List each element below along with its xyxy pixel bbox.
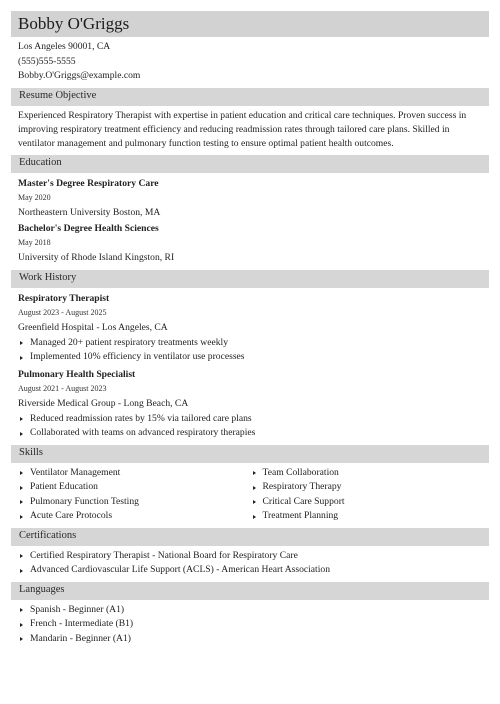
certifications-list — [18, 549, 483, 578]
list-item: Pulmonary Function Testing — [18, 495, 251, 510]
list-item: Implemented 10% efficiency in ventilator use processes — [18, 350, 483, 365]
list-item: Patient Education — [18, 480, 251, 495]
candidate-name: Bobby O'Griggs — [11, 11, 489, 37]
job-dates: August 2021 - August 2023 — [18, 383, 107, 393]
list-item: Critical Care Support — [251, 495, 484, 510]
employer: Riverside Medical Group - Long Beach, CA — [18, 397, 189, 409]
languages-list — [18, 603, 483, 647]
languages-heading: Languages — [11, 582, 489, 600]
work-entry — [18, 291, 483, 365]
list-item: Treatment Planning — [251, 509, 484, 524]
list-item: Advanced Cardiovascular Life Support (ACLS) - American Heart Association — [18, 563, 483, 578]
list-item: Collaborated with teams on advanced respiratory therapies — [18, 426, 483, 441]
certifications-heading: Certifications — [11, 528, 489, 546]
education-heading: Education — [11, 155, 489, 173]
degree-date: May 2020 — [18, 192, 51, 202]
work-list — [11, 291, 489, 441]
objective-heading: Resume Objective — [11, 88, 489, 106]
degree-date: May 2018 — [18, 237, 51, 247]
list-item: Ventilator Management — [18, 466, 251, 481]
list-item: Mandarin - Beginner (A1) — [18, 632, 483, 647]
email: Bobby.O'Griggs@example.com — [18, 70, 141, 81]
phone: (555)555-5555 — [18, 55, 76, 67]
objective-text: Experienced Respiratory Therapist with expertise in patient education and critical care techniques. Proven success in improving respiratory treatment efficiency and reducing readmission rates through tailored care plans. Skilled in ventilator management and pulmonary function testing to ensure optimal patient health outcomes. — [18, 109, 467, 149]
contact-info — [11, 40, 489, 84]
job-title: Pulmonary Health Specialist — [18, 368, 136, 380]
job-title: Respiratory Therapist — [18, 292, 110, 304]
education-list — [11, 176, 489, 266]
school: Northeastern University Boston, MA — [18, 206, 161, 218]
education-entry — [18, 221, 483, 266]
skills-list — [11, 466, 489, 524]
school: University of Rhode Island Kingston, RI — [18, 251, 175, 263]
list-item: Respiratory Therapy — [251, 480, 484, 495]
job-dates: August 2023 - August 2025 — [18, 307, 107, 317]
skills-column-right — [251, 466, 484, 524]
list-item: Spanish - Beginner (A1) — [18, 603, 483, 618]
degree: Bachelor's Degree Health Sciences — [18, 222, 159, 234]
list-item: Reduced readmission rates by 15% via tailored care plans — [18, 412, 483, 427]
list-item: Managed 20+ patient respiratory treatments weekly — [18, 336, 483, 351]
list-item: Certified Respiratory Therapist - National Board for Respiratory Care — [18, 549, 483, 564]
address: Los Angeles 90001, CA — [18, 41, 111, 52]
work-entry — [18, 367, 483, 441]
list-item: Acute Care Protocols — [18, 509, 251, 524]
job-bullets — [18, 412, 483, 441]
job-bullets — [18, 336, 483, 365]
list-item: French - Intermediate (B1) — [18, 617, 483, 632]
skills-column-left — [18, 466, 251, 524]
education-entry — [18, 176, 483, 221]
work-heading: Work History — [11, 270, 489, 288]
employer: Greenfield Hospital - Los Angeles, CA — [18, 321, 168, 333]
degree: Master's Degree Respiratory Care — [18, 177, 159, 189]
list-item: Team Collaboration — [251, 466, 484, 481]
skills-heading: Skills — [11, 445, 489, 463]
